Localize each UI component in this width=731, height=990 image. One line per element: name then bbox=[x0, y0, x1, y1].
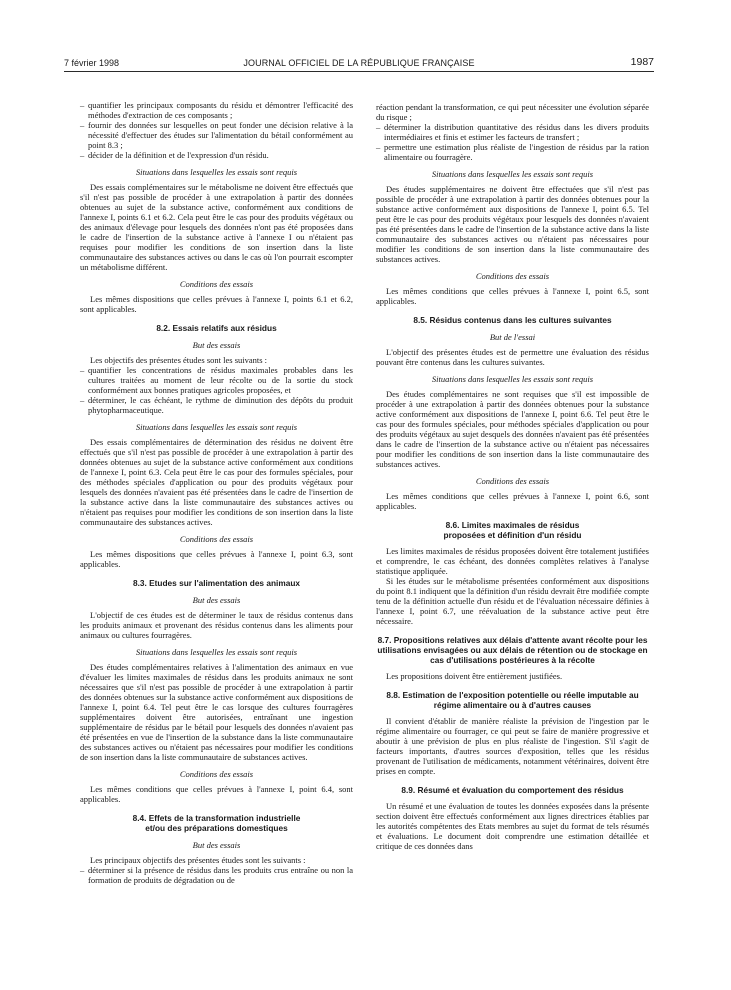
section-title-8-5: 8.5. Résidus contenus dans les cultures suivantes bbox=[413, 315, 612, 325]
objectives-list bbox=[80, 365, 353, 415]
paragraph: Des études complémentaires relatives à l'alimentation des animaux en vue d'évaluer les limites maximales de résidus dans les produits animaux ne sont nécessaires que s'il n'est pas possible de procéder à une extrapolation à partir des données obtenues sur la substance active conformément aux dispositions de l'annexe I, point 6.4. Tel peut être le cas lorsque des cultures fourragères supplémentaires doivent être autorisées, entraînant une ingestion supplémentaire de résidus par le bétail pour lesquels des données n'avaient pas été présentées en vue de l'insertion de la substance dans la liste communautaire des substances actives ou n'étaient pas nécessaires pour modifier les conditions de son insertion dans la liste communautaire de substances actives. bbox=[80, 662, 353, 762]
subheading: Situations dans lesquelles les essais sont requis bbox=[135, 167, 298, 177]
left-column bbox=[80, 100, 353, 885]
paragraph: Des essais complémentaires sur le métabolisme ne doivent être effectués que s'il n'est pas possible de procéder à une extrapolation à partir des données obtenues au sujet de la substance active, conformément aux conditions de l'annexe I, points 6.1 et 6.2. Cela peut être le cas pour des produits végétaux ou des animaux d'élevage pour lesquels des données n'ont pas été proposées dans le cadre de l'insertion de la substance active à l'annexe I ou n'étaient pas requises pour modifier les conditions de son insertion dans la liste communautaire des substances actives ou dans le cas où l'on pourrait escompter un métabolisme différent. bbox=[80, 182, 353, 272]
list-item: – permettre une estimation plus réaliste de l'ingestion de résidus par la ration alimentaire ou fourragère. bbox=[376, 142, 649, 162]
paragraph: Les principaux objectifs des présentes études sont les suivants : bbox=[90, 855, 306, 865]
paragraph: L'objectif des présentes études est de permettre une évaluation des résidus pouvant être contenus dans les cultures suivantes. bbox=[376, 347, 649, 367]
subheading: Conditions des essais bbox=[475, 271, 550, 281]
paragraph: réaction pendant la transformation, ce qui peut nécessiter une évolution séparée du risque ; bbox=[376, 102, 649, 122]
section-title-8-4 bbox=[80, 813, 353, 833]
subheading: Conditions des essais bbox=[179, 534, 254, 544]
list-item: – déterminer si la présence de résidus dans les produits crus entraîne ou non la formation de produits de dégradation ou de bbox=[80, 865, 353, 885]
paragraph: Les propositions doivent être entièrement justifiées. bbox=[386, 671, 563, 681]
paragraph: Les mêmes dispositions que celles prévues à l'annexe I, point 6.3, sont applicables. bbox=[80, 549, 353, 569]
paragraph: Des essais complémentaires de détermination des résidus ne doivent être effectués que s'il n'est pas possible de procéder à une extrapolation à partir des données obtenues au sujet de la substance active conformément aux conditions de l'annexe I, point 6.3. Cela peut être le cas pour des formules spéciales, pour des méthodes spéciales d'application ou pour des produits végétaux pour lesquels des données n'avaient pas été présentées dans le cadre de l'insertion de la substance active dans la liste communautaire des substances actives ou n'étaient pas requises pour modifier les conditions de son insertion dans la liste communautaire des substances actives. bbox=[80, 437, 353, 527]
section-title-8-2: 8.2. Essais relatifs aux résidus bbox=[156, 323, 277, 333]
list-item: – quantifier les principaux composants du résidu et démontrer l'efficacité des méthodes d'extraction de ces composants ; bbox=[80, 100, 353, 120]
section-title-8-7: 8.7. Propositions relatives aux délais d'attente avant récolte pour les utilisations envisagées ou aux délais de rétention ou de stockage en cas d'utilisations postérieures à la récolte bbox=[377, 635, 648, 665]
section-title-8-8: 8.8. Estimation de l'exposition potentielle ou réelle imputable au régime alimentaire ou à d'autres causes bbox=[386, 690, 639, 710]
subheading: But des essais bbox=[192, 340, 241, 350]
section-title-line: 8.6. Limites maximales de résidus bbox=[445, 520, 580, 530]
paragraph: Des études complémentaires ne sont requises que s'il est impossible de procéder à une extrapolation à partir des données obtenues pour la substance active conformément aux dispositions de l'annexe I, point 6.6. Tel peut être le cas pour des formules spéciales, pour méthodes spéciales d'application ou pour des produits végétaux au sujet desquels des données n'avaient pas été présentées dans le cadre de l'insertion de la substance active ou n'étaient pas nécessaires pour modifier les conditions de son insertion dans la liste communautaire des substances actives. bbox=[376, 389, 649, 469]
objectives-list bbox=[376, 122, 649, 162]
subheading: Conditions des essais bbox=[179, 769, 254, 779]
paragraph: Les mêmes dispositions que celles prévues à l'annexe I, points 6.1 et 6.2, sont applicables. bbox=[80, 294, 353, 314]
objectives-list bbox=[80, 865, 353, 885]
list-item: – déterminer, le cas échéant, le rythme de diminution des dépôts du produit phytopharmaceutique. bbox=[80, 395, 353, 415]
section-title-8-9: 8.9. Résumé et évaluation du comportement des résidus bbox=[401, 785, 624, 795]
paragraph: Si les études sur le métabolisme présentées conformément aux dispositions du point 8.1 indiquent que la définition d'un résidu devrait être modifiée compte tenu de la définition actuelle d'un résidu et de l'évaluation nécessaire définies à l'annexe I, point 6.7, une réévaluation de la substance active peut être nécessaire. bbox=[376, 576, 649, 626]
paragraph: Les objectifs des présentes études sont les suivants : bbox=[90, 355, 268, 365]
header-page-number: 1987 bbox=[630, 56, 654, 68]
objectives-list bbox=[80, 100, 353, 160]
subheading: But des essais bbox=[192, 840, 241, 850]
header-journal-title: JOURNAL OFFICIEL DE LA RÉPUBLIQUE FRANÇAISE bbox=[243, 58, 475, 68]
right-column bbox=[376, 102, 649, 851]
subheading: Situations dans lesquelles les essais sont requis bbox=[431, 374, 594, 384]
section-title-8-3: 8.3. Etudes sur l'alimentation des animaux bbox=[132, 578, 301, 588]
page-header bbox=[64, 56, 654, 70]
paragraph: Il convient d'établir de manière réaliste la prévision de l'ingestion par le régime alimentaire ou fourrager, ce qui peut se faire de manière progressive et aboutir à une prévision de plus en plus réaliste de l'ingestion. S'il s'agit de facteurs importants, d'autres sources d'exposition, telles que les résidus provenant de l'utilisation de médicaments, notamment vétérinaires, doivent être prises en compte. bbox=[376, 716, 649, 776]
list-item: – fournir des données sur lesquelles on peut fonder une décision relative à la nécessité d'effectuer des études sur l'alimentation du bétail conformément au point 8.3 ; bbox=[80, 120, 353, 150]
paragraph: Les mêmes conditions que celles prévues à l'annexe I, point 6.6, sont applicables. bbox=[376, 491, 649, 511]
subheading: But des essais bbox=[192, 595, 241, 605]
section-title-8-6 bbox=[376, 520, 649, 540]
subheading: Situations dans lesquelles les essais sont requis bbox=[135, 422, 298, 432]
paragraph: Les limites maximales de résidus proposées doivent être totalement justifiées et comprendre, le cas échéant, des données complètes relatives à l'analyse statistique appliquée. bbox=[376, 546, 649, 576]
subheading: Situations dans lesquelles les essais sont requis bbox=[135, 647, 298, 657]
list-item: – quantifier les concentrations de résidus maximales probables dans les cultures traitées au moment de leur récolte ou de la sortie du stock conformément aux bonnes pratiques agricoles proposées, et bbox=[80, 365, 353, 395]
list-item: – déterminer la distribution quantitative des résidus dans les divers produits intermédiaires et finis et estimer les facteurs de transfert ; bbox=[376, 122, 649, 142]
list-item: – décider de la définition et de l'expression d'un résidu. bbox=[80, 150, 353, 160]
paragraph: Un résumé et une évaluation de toutes les données exposées dans la présente section doivent être effectués conformément aux lignes directrices établies par les autorités compétentes des Etats membres au sujet du format de tels résumés et évaluations. Le document doit comprendre une estimation détaillée et critique de ces données dans bbox=[376, 801, 649, 851]
header-date: 7 février 1998 bbox=[64, 58, 120, 68]
subheading: Situations dans lesquelles les essais sont requis bbox=[431, 169, 594, 179]
section-title-line: proposées et définition d'un résidu bbox=[443, 530, 582, 540]
paragraph: Les mêmes conditions que celles prévues à l'annexe I, point 6.4, sont applicables. bbox=[80, 784, 353, 804]
subheading: Conditions des essais bbox=[475, 476, 550, 486]
paragraph: L'objectif de ces études est de déterminer le taux de résidus contenus dans les produits animaux et provenant des résidus contenus dans les aliments pour animaux ou cultures fourragères. bbox=[80, 610, 353, 640]
subheading: But de l'essai bbox=[489, 332, 536, 342]
subheading: Conditions des essais bbox=[179, 279, 254, 289]
paragraph: Des études supplémentaires ne doivent être effectuées que s'il n'est pas possible de procéder à une extrapolation à partir des données obtenues pour la substance active conformément aux dispositions de l'annexe I, point 6.5. Tel peut être le cas pour des produits végétaux pour lesquels des données n'avaient pas été présentées dans le cadre de l'insertion de la substance active dans la liste communautaire des substances actives ou n'étaient pas nécessaires pour modifier les conditions de son insertion dans la liste communautaire des substances actives. bbox=[376, 184, 649, 264]
header-rule bbox=[64, 71, 654, 72]
paragraph: Les mêmes conditions que celles prévues à l'annexe I, point 6.5, sont applicables. bbox=[376, 286, 649, 306]
section-title-line: et/ou des préparations domestiques bbox=[145, 823, 288, 833]
section-title-line: 8.4. Effets de la transformation industrielle bbox=[132, 813, 301, 823]
